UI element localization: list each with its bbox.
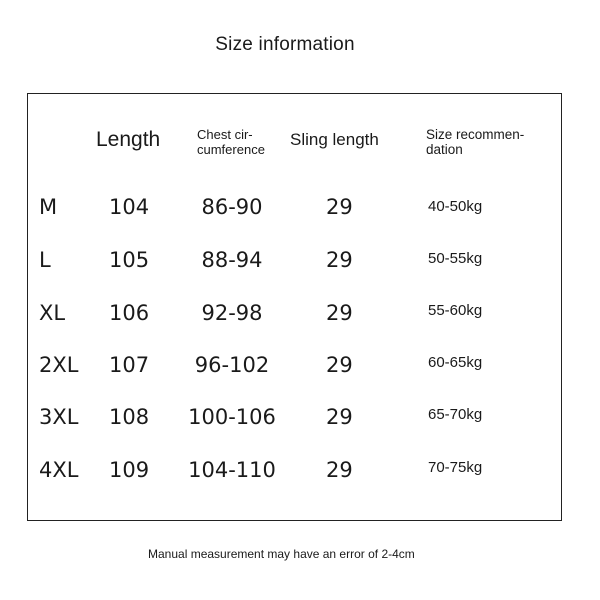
header-rec-line1: Size recommen- <box>426 127 525 142</box>
size-cell: 3XL <box>39 405 79 429</box>
recommendation-cell: 60-65kg <box>428 354 483 371</box>
chest-cell: 88-94 <box>201 248 263 272</box>
header-recommendation <box>426 127 524 157</box>
length-cell: 107 <box>109 353 150 377</box>
header-rec-line2: dation <box>426 142 463 157</box>
header-chest-line1: Chest cir- <box>197 127 253 142</box>
chest-cell: 86-90 <box>201 195 263 219</box>
size-cell: 4XL <box>39 458 79 482</box>
chest-cell: 96-102 <box>194 353 270 377</box>
header-sling: Sling length <box>290 130 379 149</box>
length-cell: 105 <box>109 248 150 272</box>
page-title: Size information <box>215 34 355 55</box>
size-cell: M <box>39 195 58 219</box>
recommendation-cell: 40-50kg <box>428 198 483 215</box>
chest-cell: 104-110 <box>188 458 276 482</box>
length-cell: 108 <box>109 405 150 429</box>
sling-cell: 29 <box>326 248 353 272</box>
chest-cell: 92-98 <box>201 301 263 325</box>
header-chest-line2: cumference <box>197 142 265 157</box>
sling-cell: 29 <box>326 353 353 377</box>
length-cell: 106 <box>109 301 150 325</box>
header-length: Length <box>96 128 161 151</box>
sling-cell: 29 <box>326 195 353 219</box>
size-table <box>27 93 562 521</box>
size-cell: L <box>39 248 51 272</box>
size-cell: XL <box>39 301 66 325</box>
length-cell: 109 <box>109 458 150 482</box>
length-cell: 104 <box>109 195 150 219</box>
sling-cell: 29 <box>326 405 353 429</box>
size-cell: 2XL <box>39 353 79 377</box>
measurement-note: Manual measurement may have an error of 2-4cm <box>148 547 415 561</box>
recommendation-cell: 55-60kg <box>428 302 483 319</box>
sling-cell: 29 <box>326 301 353 325</box>
sling-cell: 29 <box>326 458 353 482</box>
recommendation-cell: 65-70kg <box>428 406 483 423</box>
chest-cell: 100-106 <box>188 405 276 429</box>
recommendation-cell: 70-75kg <box>428 459 483 476</box>
header-chest <box>197 127 265 157</box>
recommendation-cell: 50-55kg <box>428 250 483 267</box>
